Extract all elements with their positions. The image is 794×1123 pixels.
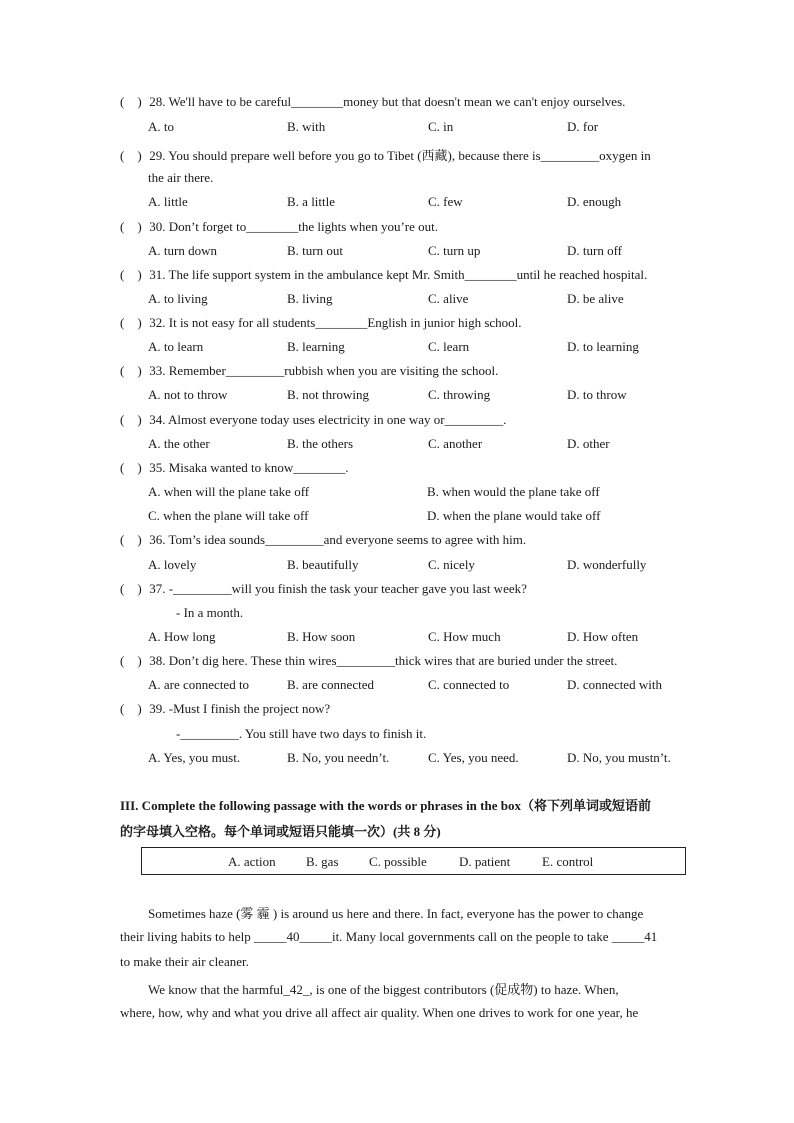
question-number: 28 <box>149 94 163 109</box>
word-box-item: E. control <box>542 854 594 869</box>
question-28: ( ) 28. We'll have to be careful________money but that doesn't mean we can't enjoy ourselves. <box>120 94 626 109</box>
option-b: B. turn out <box>287 243 343 258</box>
option-a: A. lovely <box>148 557 197 572</box>
option-b: B. beautifully <box>287 557 359 572</box>
option-a: A. the other <box>148 436 210 451</box>
option-b: B. learning <box>287 339 345 354</box>
option-d: D. No, you mustn’t. <box>567 750 671 765</box>
option-a: A. to learn <box>148 339 204 354</box>
question-text: The life support system in the ambulance kept Mr. Smith________until he reached hospital. <box>168 267 648 282</box>
option-d: D. turn off <box>567 243 623 258</box>
question-text: -_________will you finish the task your teacher gave you last week? <box>168 581 527 596</box>
option-c: C. in <box>428 119 454 134</box>
question-32: ( ) 32. It is not easy for all students________English in junior high school. <box>120 315 522 330</box>
passage-line: their living habits to help _____40_____it. Many local governments call on the people to take _____41 <box>120 929 658 944</box>
option-b: B. are connected <box>287 677 374 692</box>
answer-blank[interactable]: ( ) <box>120 701 142 716</box>
question-31: ( ) 31. The life support system in the ambulance kept Mr. Smith________until he reached hospital. <box>120 267 648 282</box>
option-c: C. another <box>428 436 483 451</box>
question-text: Don’t forget to________the lights when you’re out. <box>168 219 438 234</box>
option-b: B. not throwing <box>287 387 369 402</box>
question-33: ( ) 33. Remember_________rubbish when you are visiting the school. <box>120 363 499 378</box>
question-text: Almost everyone today uses electricity in one way or_________. <box>168 412 507 427</box>
dialogue-reply: - In a month. <box>176 605 244 620</box>
option-c: C. learn <box>428 339 470 354</box>
option-b: B. No, you needn’t. <box>287 750 390 765</box>
word-box-item: B. gas <box>306 854 339 869</box>
question-number: 39 <box>149 701 163 716</box>
question-number: 36 <box>149 532 163 547</box>
option-c: C. turn up <box>428 243 481 258</box>
question-text: Don’t dig here. These thin wires_________thick wires that are buried under the street. <box>168 653 618 668</box>
passage-line: to make their air cleaner. <box>120 954 249 969</box>
question-text: Remember_________rubbish when you are visiting the school. <box>168 363 499 378</box>
option-d: D. for <box>567 119 599 134</box>
option-d: D. enough <box>567 194 622 209</box>
word-box-item: A. action <box>228 854 276 869</box>
dialogue-reply: -_________. You still have two days to finish it. <box>176 726 427 741</box>
answer-blank[interactable]: ( ) <box>120 653 142 668</box>
option-d: D. when the plane would take off <box>427 508 601 523</box>
question-text: You should prepare well before you go to Tibet (西藏), because there is_________oxygen in <box>168 148 651 163</box>
option-b: B. How soon <box>287 629 356 644</box>
option-b: B. with <box>287 119 326 134</box>
answer-blank[interactable]: ( ) <box>120 363 142 378</box>
question-text: -Must I finish the project now? <box>168 701 331 716</box>
question-34: ( ) 34. Almost everyone today uses electricity in one way or_________. <box>120 412 507 427</box>
question-number: 31 <box>149 267 163 282</box>
option-a: A. are connected to <box>148 677 250 692</box>
question-30: ( ) 30. Don’t forget to________the lights when you’re out. <box>120 219 438 234</box>
question-text: It is not easy for all students________English in junior high school. <box>168 315 522 330</box>
passage-line: We know that the harmful_42_, is one of the biggest contributors (促成物) to haze. When, <box>148 982 619 997</box>
option-a: A. Yes, you must. <box>148 750 241 765</box>
section-heading-line-1: III. Complete the following passage with the words or phrases in the box（将下列单词或短语前 <box>120 798 651 813</box>
answer-blank[interactable]: ( ) <box>120 460 142 475</box>
section-heading-line-2: 的字母填入空格。每个单词或短语只能填一次）(共 8 分) <box>120 824 441 839</box>
option-a: A. to living <box>148 291 208 306</box>
question-text: We'll have to be careful________money but that doesn't mean we can't enjoy ourselves. <box>168 94 626 109</box>
answer-blank[interactable]: ( ) <box>120 219 142 234</box>
answer-blank[interactable]: ( ) <box>120 148 142 163</box>
passage-line: Sometimes haze (雾 霾 ) is around us here and there. In fact, everyone has the power to change <box>148 906 644 921</box>
question-number: 33 <box>149 363 163 378</box>
option-c: C. How much <box>428 629 501 644</box>
option-a: A. to <box>148 119 174 134</box>
answer-blank[interactable]: ( ) <box>120 94 142 109</box>
question-number: 34 <box>149 412 163 427</box>
option-c: C. Yes, you need. <box>428 750 519 765</box>
option-c: C. few <box>428 194 463 209</box>
option-d: D. How often <box>567 629 639 644</box>
option-c: C. connected to <box>428 677 510 692</box>
option-c: C. when the plane will take off <box>148 508 309 523</box>
option-b: B. when would the plane take off <box>427 484 600 499</box>
question-39: ( ) 39. -Must I finish the project now? <box>120 701 331 716</box>
option-d: D. wonderfully <box>567 557 647 572</box>
answer-blank[interactable]: ( ) <box>120 315 142 330</box>
section-heading <box>120 793 700 845</box>
option-d: D. other <box>567 436 610 451</box>
option-d: D. be alive <box>567 291 624 306</box>
question-29: ( ) 29. You should prepare well before you go to Tibet (西藏), because there is_________oxygen in <box>120 148 651 163</box>
question-number: 37 <box>149 581 163 596</box>
option-c: C. nicely <box>428 557 475 572</box>
option-d: D. to throw <box>567 387 627 402</box>
passage-line: where, how, why and what you drive all affect air quality. When one drives to work for one year, he <box>120 1005 639 1020</box>
option-d: D. connected with <box>567 677 662 692</box>
question-35: ( ) 35. Misaka wanted to know________. <box>120 460 349 475</box>
option-a: A. turn down <box>148 243 217 258</box>
question-number: 29 <box>149 148 163 163</box>
option-d: D. to learning <box>567 339 639 354</box>
question-number: 32 <box>149 315 163 330</box>
option-b: B. a little <box>287 194 336 209</box>
question-text-continued: the air there. <box>148 170 214 185</box>
question-38: ( ) 38. Don’t dig here. These thin wires_________thick wires that are buried under the street. <box>120 653 618 668</box>
option-b: B. living <box>287 291 333 306</box>
word-box-item: C. possible <box>369 854 427 869</box>
question-37: ( ) 37. -_________will you finish the task your teacher gave you last week? <box>120 581 527 596</box>
answer-blank[interactable]: ( ) <box>120 412 142 427</box>
option-a: A. How long <box>148 629 216 644</box>
question-text: Misaka wanted to know________. <box>168 460 349 475</box>
option-a: A. not to throw <box>148 387 228 402</box>
question-number: 38 <box>149 653 163 668</box>
option-c: C. throwing <box>428 387 491 402</box>
answer-blank[interactable]: ( ) <box>120 532 142 547</box>
answer-blank[interactable]: ( ) <box>120 267 142 282</box>
option-b: B. the others <box>287 436 354 451</box>
answer-blank[interactable]: ( ) <box>120 581 142 596</box>
option-a: A. little <box>148 194 188 209</box>
question-number: 35 <box>149 460 163 475</box>
option-a: A. when will the plane take off <box>148 484 310 499</box>
word-box <box>141 847 686 875</box>
option-c: C. alive <box>428 291 469 306</box>
word-box-item: D. patient <box>459 854 511 869</box>
question-number: 30 <box>149 219 163 234</box>
question-36: ( ) 36. Tom’s idea sounds_________and everyone seems to agree with him. <box>120 532 527 547</box>
question-text: Tom’s idea sounds_________and everyone seems to agree with him. <box>168 532 527 547</box>
